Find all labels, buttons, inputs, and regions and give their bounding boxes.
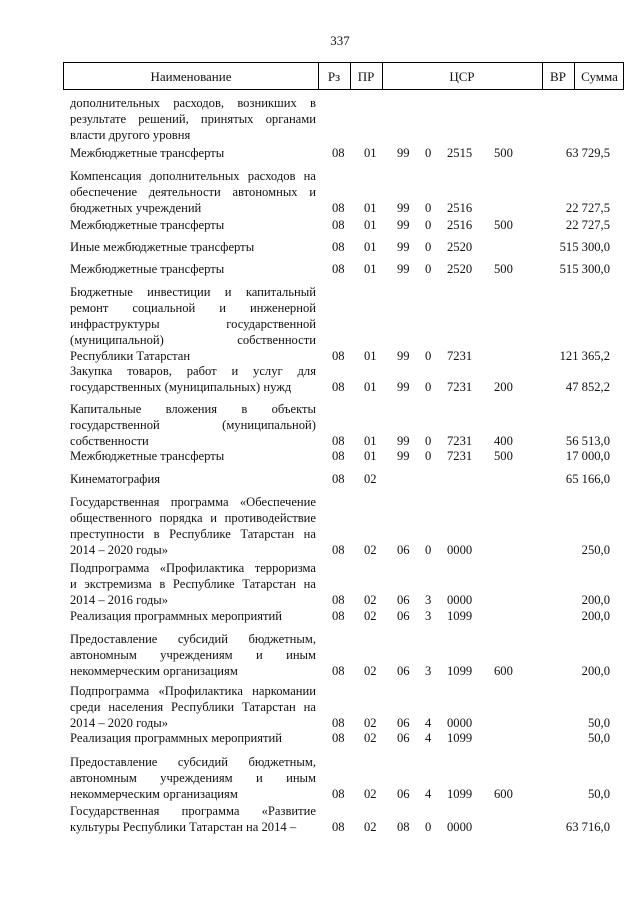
row-pr: 02 (364, 472, 377, 486)
row-name-line: преступности в Республике Татарстан на (70, 527, 316, 541)
row-sum: 65 166,0 (565, 472, 610, 486)
row-rz: 08 (332, 146, 345, 160)
row-name-line: Государственная программа «Развитие (70, 804, 316, 818)
row-name-line: государственной (муниципальной) (70, 418, 316, 432)
row-program: 06 (397, 593, 410, 607)
row-rz: 08 (332, 593, 345, 607)
row-pr: 02 (364, 820, 377, 834)
row-sum: 200,0 (581, 593, 610, 607)
row-subprogram: 0 (425, 380, 432, 394)
row-direction: 7231 (447, 380, 473, 394)
row-sum: 200,0 (581, 609, 610, 623)
row-name-line: общественного порядка и противодействие (70, 511, 316, 525)
row-name-line: Межбюджетные трансферты (70, 218, 225, 232)
row-name-line: (муниципальной) собственности (70, 333, 316, 347)
row-subprogram: 0 (425, 820, 432, 834)
row-rz: 08 (332, 731, 345, 745)
row-direction: 0000 (447, 820, 473, 834)
row-name-line: 2014 – 2020 годы» (70, 716, 169, 730)
row-name-line: Предоставление субсидий бюджетным, (70, 755, 316, 769)
row-direction: 2515 (447, 146, 473, 160)
row-program: 99 (397, 262, 410, 276)
row-name-line: собственности (70, 434, 149, 448)
row-program: 06 (397, 664, 410, 678)
row-direction: 0000 (447, 593, 473, 607)
row-name-line: власти другого уровня (70, 128, 191, 142)
row-rz: 08 (332, 820, 345, 834)
row-direction: 7231 (447, 449, 473, 463)
row-name-line: 2014 – 2016 годы» (70, 593, 169, 607)
row-sum: 515 300,0 (559, 240, 610, 254)
row-pr: 01 (364, 349, 377, 363)
row-subprogram: 0 (425, 201, 432, 215)
row-vr: 500 (494, 449, 513, 463)
row-program: 06 (397, 787, 410, 801)
row-program: 99 (397, 449, 410, 463)
row-pr: 01 (364, 449, 377, 463)
row-subprogram: 4 (425, 731, 432, 745)
row-program: 06 (397, 716, 410, 730)
row-name (70, 261, 316, 277)
row-name-line: Межбюджетные трансферты (70, 449, 225, 463)
row-pr: 02 (364, 593, 377, 607)
row-subprogram: 0 (425, 434, 432, 448)
row-program: 99 (397, 240, 410, 254)
row-subprogram: 0 (425, 449, 432, 463)
row-name-line: Республики Татарстан (70, 349, 191, 363)
row-direction: 0000 (447, 716, 473, 730)
row-vr: 600 (494, 787, 513, 801)
row-program: 08 (397, 820, 410, 834)
row-direction: 1099 (447, 787, 473, 801)
row-program: 99 (397, 218, 410, 232)
row-rz: 08 (332, 349, 345, 363)
row-name-line: Иные межбюджетные трансферты (70, 240, 255, 254)
row-sum: 200,0 (581, 664, 610, 678)
row-name (70, 363, 316, 395)
page-number: 337 (330, 33, 350, 48)
row-pr: 01 (364, 380, 377, 394)
row-name (70, 754, 316, 802)
row-subprogram: 3 (425, 664, 432, 678)
row-name-line: бюджетных учреждений (70, 201, 202, 215)
row-name (70, 145, 316, 161)
row-name-line: Подпрограмма «Профилактика наркомании (70, 684, 316, 698)
row-name (70, 217, 316, 233)
row-sum: 50,0 (587, 787, 610, 801)
row-pr: 01 (364, 240, 377, 254)
row-direction: 2516 (447, 201, 473, 215)
row-rz: 08 (332, 380, 345, 394)
row-rz: 08 (332, 449, 345, 463)
row-name-line: Государственная программа «Обеспечение (70, 495, 316, 509)
row-pr: 02 (364, 664, 377, 678)
row-subprogram: 0 (425, 240, 432, 254)
row-direction: 1099 (447, 664, 473, 678)
row-vr: 500 (494, 146, 513, 160)
row-name (70, 448, 316, 464)
row-vr: 500 (494, 218, 513, 232)
row-name-line: государственных (муниципальных) нужд (70, 380, 292, 394)
row-sum: 121 365,2 (559, 349, 610, 363)
row-subprogram: 4 (425, 787, 432, 801)
row-sum: 47 852,2 (565, 380, 610, 394)
header-vr: ВР (550, 69, 566, 84)
row-vr: 600 (494, 664, 513, 678)
row-name-line: Кинематография (70, 472, 160, 486)
row-rz: 08 (332, 609, 345, 623)
row-name (70, 803, 316, 835)
row-rz: 08 (332, 472, 345, 486)
row-direction: 1099 (447, 731, 473, 745)
row-name-line: Бюджетные инвестиции и капитальный (70, 285, 316, 299)
header-csr: ЦСР (449, 69, 475, 84)
row-program: 99 (397, 380, 410, 394)
row-vr: 200 (494, 380, 513, 394)
row-subprogram: 0 (425, 262, 432, 276)
row-name (70, 730, 316, 746)
row-sum: 56 513,0 (565, 434, 610, 448)
row-name-line: инфраструктуры государственной (70, 317, 316, 331)
row-sum: 250,0 (581, 543, 610, 557)
row-rz: 08 (332, 543, 345, 557)
row-pr: 01 (364, 262, 377, 276)
row-name (70, 608, 316, 624)
row-direction: 2520 (447, 240, 473, 254)
row-name-line: культуры Республики Татарстан на 2014 – (70, 820, 297, 834)
row-program: 99 (397, 434, 410, 448)
row-name-line: некоммерческим организациям (70, 664, 238, 678)
row-rz: 08 (332, 201, 345, 215)
row-sum: 22 727,5 (565, 201, 610, 215)
row-name-line: автономным учреждениям и иным (70, 648, 316, 662)
row-name-line: Предоставление субсидий бюджетным, (70, 632, 316, 646)
row-name-line: ремонт социальной и инженерной (70, 301, 316, 315)
row-program: 06 (397, 609, 410, 623)
row-name-line: и экстремизма в Республике Татарстан на (70, 577, 316, 591)
row-name-line: результате решений, принятых органами (70, 112, 316, 126)
row-name-line: Капитальные вложения в объекты (70, 402, 316, 416)
row-name (70, 239, 316, 255)
row-name-line: автономным учреждениям и иным (70, 771, 316, 785)
row-subprogram: 0 (425, 543, 432, 557)
row-subprogram: 4 (425, 716, 432, 730)
header-name: Наименование (150, 69, 232, 84)
row-sum: 63 729,5 (565, 146, 610, 160)
row-name (70, 494, 316, 558)
row-sum: 50,0 (587, 731, 610, 745)
row-direction: 7231 (447, 434, 473, 448)
row-rz: 08 (332, 787, 345, 801)
table-header (63, 62, 624, 90)
row-subprogram: 0 (425, 349, 432, 363)
row-name (70, 683, 316, 731)
row-name (70, 471, 316, 487)
row-name (70, 168, 316, 216)
row-name-line: обеспечение деятельности автономных и (70, 185, 316, 199)
row-rz: 08 (332, 218, 345, 232)
row-name-line: Компенсация дополнительных расходов на (70, 169, 316, 183)
row-sum: 515 300,0 (559, 262, 610, 276)
row-name-line: Межбюджетные трансферты (70, 262, 225, 276)
row-direction: 2520 (447, 262, 473, 276)
row-pr: 02 (364, 716, 377, 730)
row-pr: 01 (364, 146, 377, 160)
row-rz: 08 (332, 716, 345, 730)
row-name-line: 2014 – 2020 годы» (70, 543, 169, 557)
row-program: 99 (397, 146, 410, 160)
row-name (70, 401, 316, 449)
row-name (70, 631, 316, 679)
row-subprogram: 3 (425, 593, 432, 607)
row-direction: 1099 (447, 609, 473, 623)
row-vr: 400 (494, 434, 513, 448)
row-program: 99 (397, 201, 410, 215)
row-pr: 02 (364, 609, 377, 623)
row-name (70, 560, 316, 608)
row-vr: 500 (494, 262, 513, 276)
row-direction: 0000 (447, 543, 473, 557)
row-name (70, 95, 316, 143)
row-sum: 22 727,5 (565, 218, 610, 232)
row-name-line: дополнительных расходов, возникших в (70, 96, 316, 110)
row-rz: 08 (332, 434, 345, 448)
row-direction: 2516 (447, 218, 473, 232)
row-sum: 63 716,0 (565, 820, 610, 834)
row-pr: 01 (364, 434, 377, 448)
row-name (70, 284, 316, 364)
header-sum: Сумма (581, 69, 618, 84)
row-subprogram: 3 (425, 609, 432, 623)
row-name-line: некоммерческим организациям (70, 787, 238, 801)
row-pr: 02 (364, 731, 377, 745)
row-subprogram: 0 (425, 218, 432, 232)
row-name-line: Реализация программных мероприятий (70, 731, 282, 745)
row-rz: 08 (332, 262, 345, 276)
row-pr: 01 (364, 218, 377, 232)
row-direction: 7231 (447, 349, 473, 363)
row-program: 99 (397, 349, 410, 363)
row-name-line: среди населения Республики Татарстан на (70, 700, 316, 714)
row-rz: 08 (332, 664, 345, 678)
row-sum: 17 000,0 (565, 449, 610, 463)
row-pr: 01 (364, 201, 377, 215)
row-subprogram: 0 (425, 146, 432, 160)
row-rz: 08 (332, 240, 345, 254)
header-rz: Рз (327, 69, 341, 84)
row-sum: 50,0 (587, 716, 610, 730)
row-program: 06 (397, 543, 410, 557)
header-pr: ПР (357, 69, 375, 84)
row-name-line: Реализация программных мероприятий (70, 609, 282, 623)
row-pr: 02 (364, 543, 377, 557)
row-pr: 02 (364, 787, 377, 801)
row-name-line: Межбюджетные трансферты (70, 146, 225, 160)
row-name-line: Подпрограмма «Профилактика терроризма (70, 561, 316, 575)
row-name-line: Закупка товаров, работ и услуг для (70, 364, 316, 378)
row-program: 06 (397, 731, 410, 745)
